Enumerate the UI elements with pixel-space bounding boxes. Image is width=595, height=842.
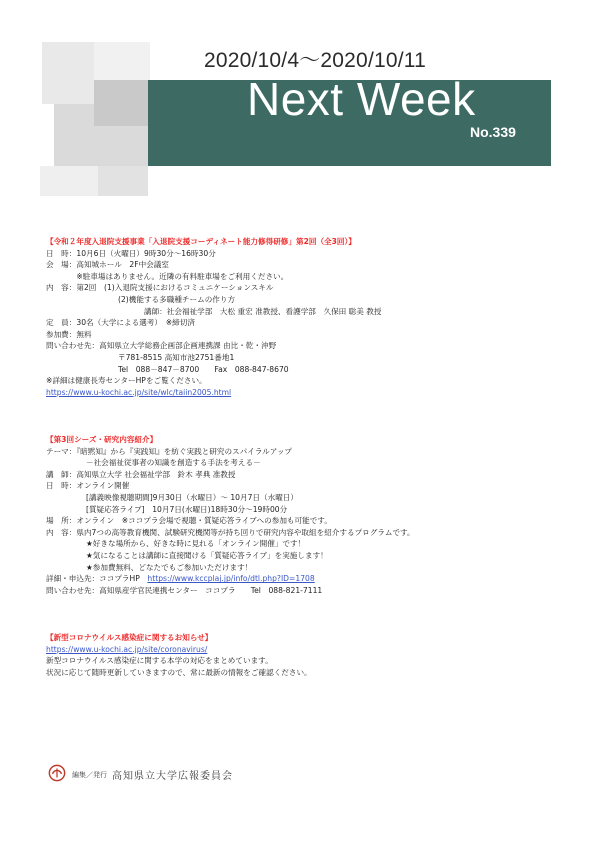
content-line-2: (2)機能する多職種チームの作り方 [118,294,236,304]
newsletter-title: Next Week [247,73,476,125]
datetime-line: 日 時：オンライン開催 [46,481,130,491]
theme-subtitle: －社会福祉従事者の知識を創造する手法を考える－ [86,458,261,468]
apply-label: 詳細・申込先：ココプラHP [46,574,148,584]
highlight-3: ★参加費無料、どなたでもご参加いただけます！ [86,562,253,572]
details-note: ※詳細は健康長寿センターHPをご覧ください。 [46,376,207,386]
venue-line: 会 場：高知城ホール 2F中会議室 [46,260,169,270]
viewing-period: [講義映像視聴期間]9月30日（水曜日）～ 10月7日（水曜日） [86,492,298,502]
apply-line [46,573,566,585]
place-line: 場 所：オンライン ※ココプラ会場で視聴・質疑応答ライブへの参加も可能です。 [46,516,332,526]
contact-line: 問い合わせ先：高知県立大学総務企画部企画連携課 由比・乾・沖野 [46,341,277,351]
deco-square [94,42,150,80]
publisher-label: 編集／発行 [72,771,107,779]
fee-line: 参加費：無料 [46,329,92,339]
lecturer-line: 講師：社会福祉学部 大松 重宏 准教授、看護学部 久保田 聡美 教授 [144,306,382,316]
section-title: 【第3回シーズ・研究内容紹介】 [46,435,158,444]
publisher-name: 高知県立大学広報委員会 [112,771,233,782]
qa-live-time: [質疑応答ライブ] 10月7日(水曜日)18時30分～19時00分 [86,504,288,514]
highlight-1: ★好きな場所から、好きな時に見れる「オンライン開催」です！ [86,539,306,549]
lecturer-line: 講 師：高知県立大学 社会福祉学部 鈴木 孝典 准教授 [46,469,236,479]
contact-line: 問い合わせ先：高知県産学官民連携センター ココプラ Tel 088-821-7111 [46,585,323,595]
content-line: 内 容：県内7つの高等教育機関、試験研究機関等が持ち回りで研究内容や取組を紹介するプログラムです。 [46,527,415,537]
details-link[interactable]: https://www.u-kochi.ac.jp/site/wlc/taiin2005.html [46,387,232,397]
section-seeds [46,434,566,596]
date-range: 2020/10/4～2020/10/11 [204,49,426,72]
address-line: 〒781-8515 高知市池2751番地1 [118,352,235,362]
capacity-line: 定 員：30名（大学による選考） ※締切済 [46,318,195,328]
section-training [46,236,566,398]
covid-line-1: 新型コロナウイルス感染症に関する本学の対応をまとめています。 [46,656,273,666]
deco-square [42,42,94,104]
deco-square [94,80,148,126]
covid-link[interactable]: https://www.u-kochi.ac.jp/site/coronavirus/ [46,644,208,654]
parking-note: ※駐車場はありません。近隣の有料駐車場をご利用ください。 [46,271,289,281]
deco-square [98,166,148,196]
datetime-line: 日 時：10月6日（火曜日）9時30分～16時30分 [46,248,216,258]
apply-link[interactable]: https://www.kccplaj.jp/info/dtl.php?ID=1708 [147,574,315,584]
section-covid [46,632,566,678]
phone-line: Tel 088－847－8700 Fax 088-847-8670 [118,364,289,374]
theme-line: テーマ：『暗黙知』から『実践知』を紡ぐ実践と研究のスパイラルアップ [46,446,293,456]
section-title: 【新型コロナウイルス感染症に関するお知らせ】 [46,633,213,642]
issue-number: No.339 [470,124,516,140]
deco-square [40,166,98,196]
content-line: 内 容：第2回 (1)入退院支援におけるコミュニケーションスキル [46,283,274,293]
highlight-2: ★気になることは講師に直接聞ける「質疑応答ライブ」を実施します！ [86,550,328,560]
section-title: 【令和２年度入退院支援事業「入退院支援コーディネート能力修得研修」第2回（全3回）】 [46,237,356,246]
university-emblem-icon [48,764,66,782]
covid-line-2: 状況に応じて随時更新していきますので、常に最新の情報をご確認ください。 [46,667,312,677]
